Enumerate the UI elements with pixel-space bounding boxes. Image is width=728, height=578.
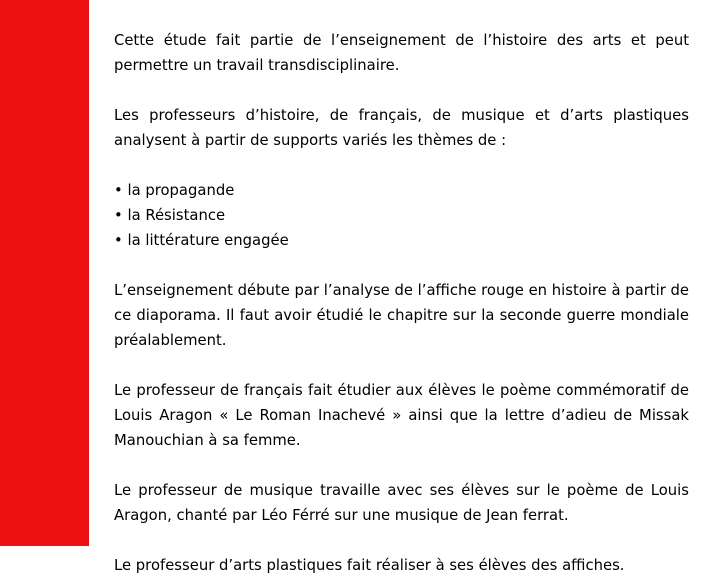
theme-label: la Résistance: [127, 207, 226, 224]
theme-label: la littérature engagée: [127, 232, 289, 249]
theme-label: la propagande: [127, 182, 235, 199]
bullet-icon: •: [114, 182, 123, 199]
bullet-icon: •: [114, 207, 123, 224]
paragraph-intro: Cette étude fait partie de l’enseignement de l’histoire des arts et peut permettre un travail transdisciplinaire.: [114, 32, 689, 74]
bullet-icon: •: [114, 232, 123, 249]
paragraph-history: L’enseignement débute par l’analyse de l’affiche rouge en histoire à partir de ce diaporama. Il faut avoir étudié le chapitre sur la seconde guerre mondiale préalablement.: [114, 282, 689, 349]
list-item: [114, 228, 689, 253]
paragraph-arts: Le professeur d’arts plastiques fait réaliser à ses élèves des affiches.: [114, 557, 625, 574]
paragraph-french: Le professeur de français fait étudier aux élèves le poème commémoratif de Louis Aragon « Le Roman Inachevé » ainsi que la lettre d’adieu de Missak Manouchian à sa femme.: [114, 382, 689, 449]
red-side-band: [0, 0, 89, 546]
paragraph-teachers: Les professeurs d’histoire, de français, de musique et d’arts plastiques analysent à partir de supports variés les thèmes de :: [114, 107, 689, 149]
list-item: [114, 203, 689, 228]
paragraph-music: Le professeur de musique travaille avec ses élèves sur le poème de Louis Aragon, chanté par Léo Férré sur une musique de Jean ferrat.: [114, 482, 689, 524]
slide-text: [114, 28, 689, 578]
list-item: [114, 178, 689, 203]
themes-list: [114, 178, 689, 253]
